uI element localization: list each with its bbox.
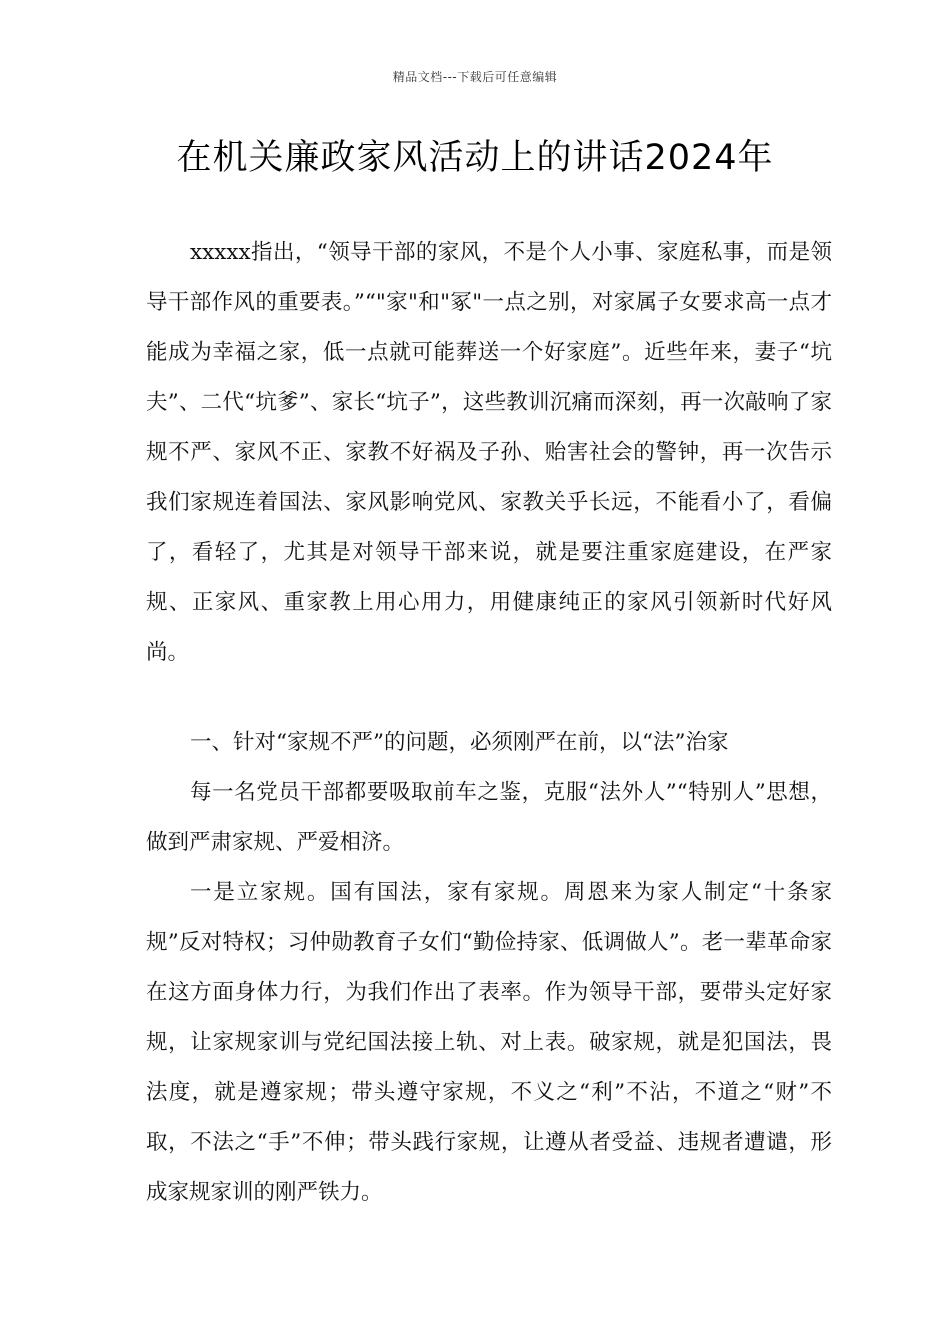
section-1-point-1: 一是立家规。国有国法，家有家规。周恩来为家人制定“十条家规”反对特权；习仲勋教育子女们“勤俭持家、低调做人”。老一辈革命家在这方面身体力行，为我们作出了表率。作为领导干部，要带头定好家规，让家规家训与党纪国法接上轨、对上表。破家规，就是犯国法，畏法度，就是遵家规；带头遵守家规，不义之“利”不沾，不道之“财”不取，不法之“手”不伸；带头践行家规，让遵从者受益、违规者遭谴，形成家规家训的刚严铁力。 — [146, 880, 832, 1205]
header-note: 精品文档---下载后可任意编辑 — [392, 70, 558, 84]
section-1-intro: 每一名党员干部都要吸取前车之鉴，克服“法外人”“特别人”思想，做到严肃家规、严爱相济。 — [146, 780, 832, 855]
section-1-heading: 一、针对“家规不严”的问题，必须刚严在前，以“法”治家 — [190, 730, 729, 755]
intro-paragraph: xxxxx指出，“领导干部的家风，不是个人小事、家庭私事，而是领导干部作风的重要表。”“"家"和"冢"一点之别，对家属子女要求高一点才能成为幸福之家，低一点就可能葬送一个好家庭”。近些年来，妻子“坑夫”、二代“坑爹”、家长“坑子”，这些教训沉痛而深刻，再一次敲响了家规不严、家风不正、家教不好祸及子孙、贻害社会的警钟，再一次告示我们家规连着国法、家风影响党风、家教关乎长远，不能看小了，看偏了，看轻了，尤其是对领导干部来说，就是要注重家庭建设，在严家规、正家风、重家教上用心用力，用健康纯正的家风引领新时代好风尚。 — [146, 240, 832, 665]
intro-section — [146, 228, 832, 678]
document-title: 在机关廉政家风活动上的讲话2024年 — [176, 138, 774, 178]
section-1 — [146, 718, 832, 1218]
